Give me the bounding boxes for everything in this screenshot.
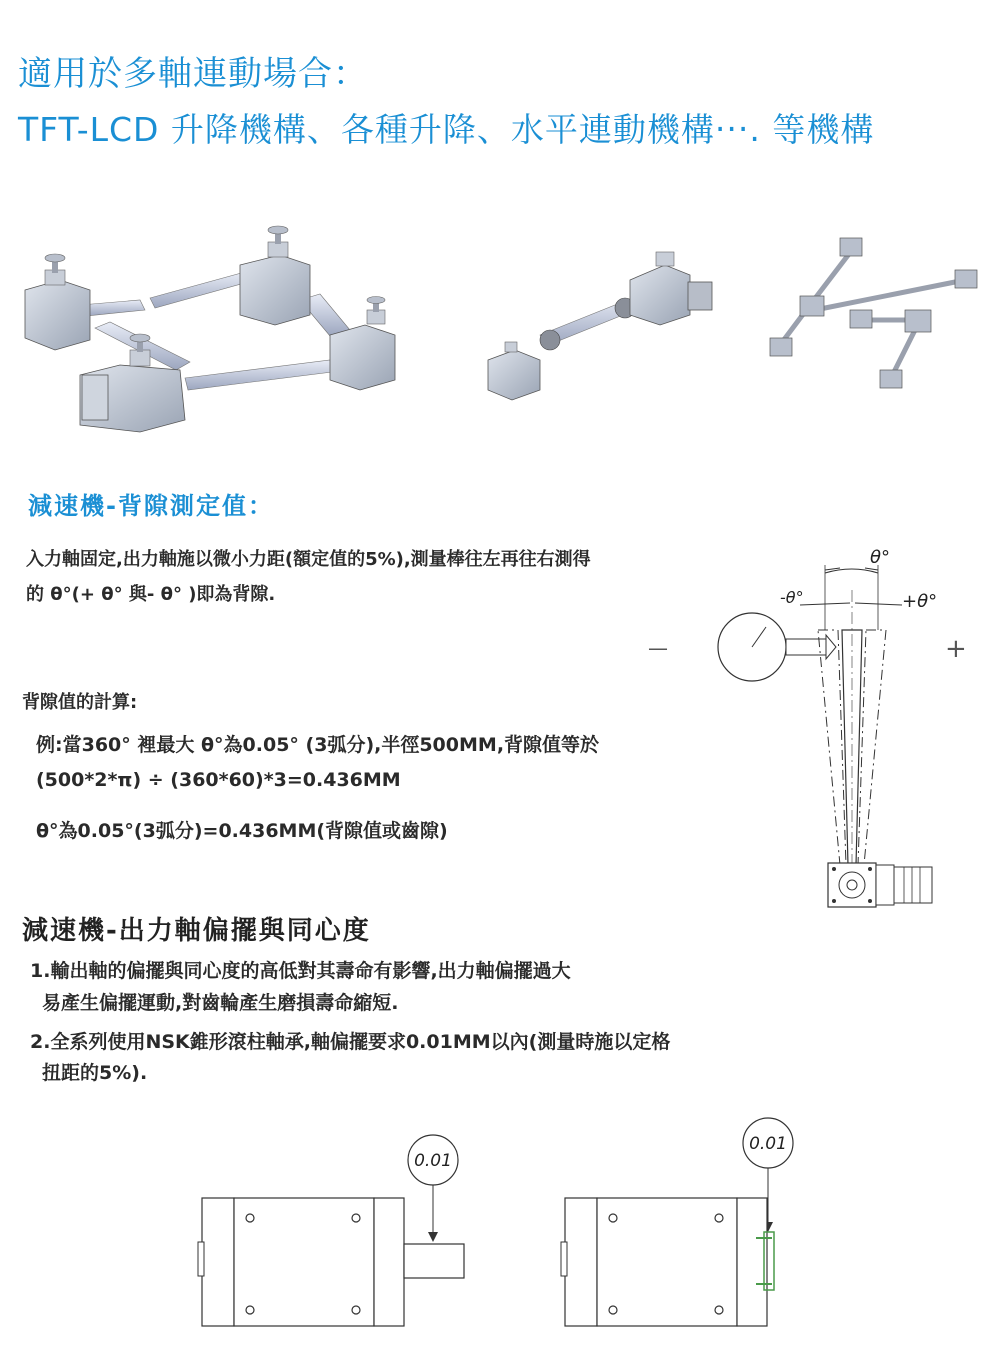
calc-line-3: θ°為0.05°(3弧分)=0.436MM(背隙值或齒隙) [36,820,448,842]
minus-theta-label: -θ° [780,588,804,607]
tolerance-right-label: 0.01 [749,1134,787,1154]
machine-illustrations [0,210,1000,440]
plus-theta-label: +θ° [902,591,938,612]
runout-item-2-line-2: 扭距的5%). [42,1062,148,1084]
runout-item-2-line-1: 2.全系列使用NSK錐形滾柱軸承,軸偏擺要求0.01MM以內(測量時施以定格 [30,1031,671,1053]
multi-jack-system-image [25,226,395,432]
multi-gearbox-network-image [770,238,977,388]
right-angle-gearbox-image [488,252,712,400]
backlash-diagram [640,535,990,915]
runout-title: 減速機-出力軸偏擺與同心度 [22,916,371,946]
shaft-runout-diagram [198,1135,464,1326]
backlash-desc-line-1: 入力軸固定,出力軸施以微小力距(額定值的5%),測量棒往左再往右測得 [26,549,591,570]
header-line-2: TFT-LCD 升降機構、各種升降、水平連動機構‧‧‧. 等機構 [18,110,875,149]
calc-line-1: 例:當360° 裡最大 θ°為0.05° (3弧分),半徑500MM,背隙值等於 [36,734,600,756]
runout-diagrams [180,1110,820,1345]
runout-item-1-line-1: 1.輸出軸的偏擺與同心度的高低對其壽命有影響,出力軸偏擺過大 [30,960,571,982]
face-runout-diagram [561,1118,793,1326]
calc-line-2: (500*2*π) ÷ (360*60)*3=0.436MM [36,769,401,791]
theta-label: θ° [870,547,891,568]
backlash-title: 減速機-背隙測定值： [28,492,274,520]
backlash-desc-line-2: 的 θ°(+ θ° 與- θ° )即為背隙. [26,584,276,605]
plus-sign-label: + [945,634,967,664]
tolerance-left-label: 0.01 [414,1151,452,1171]
minus-sign-label: — [648,636,668,660]
header-line-1: 適用於多軸連動場合： [18,54,368,94]
calc-title: 背隙值的計算: [22,692,138,713]
runout-item-1-line-2: 易產生偏擺運動,對齒輪產生磨損壽命縮短. [42,992,399,1014]
